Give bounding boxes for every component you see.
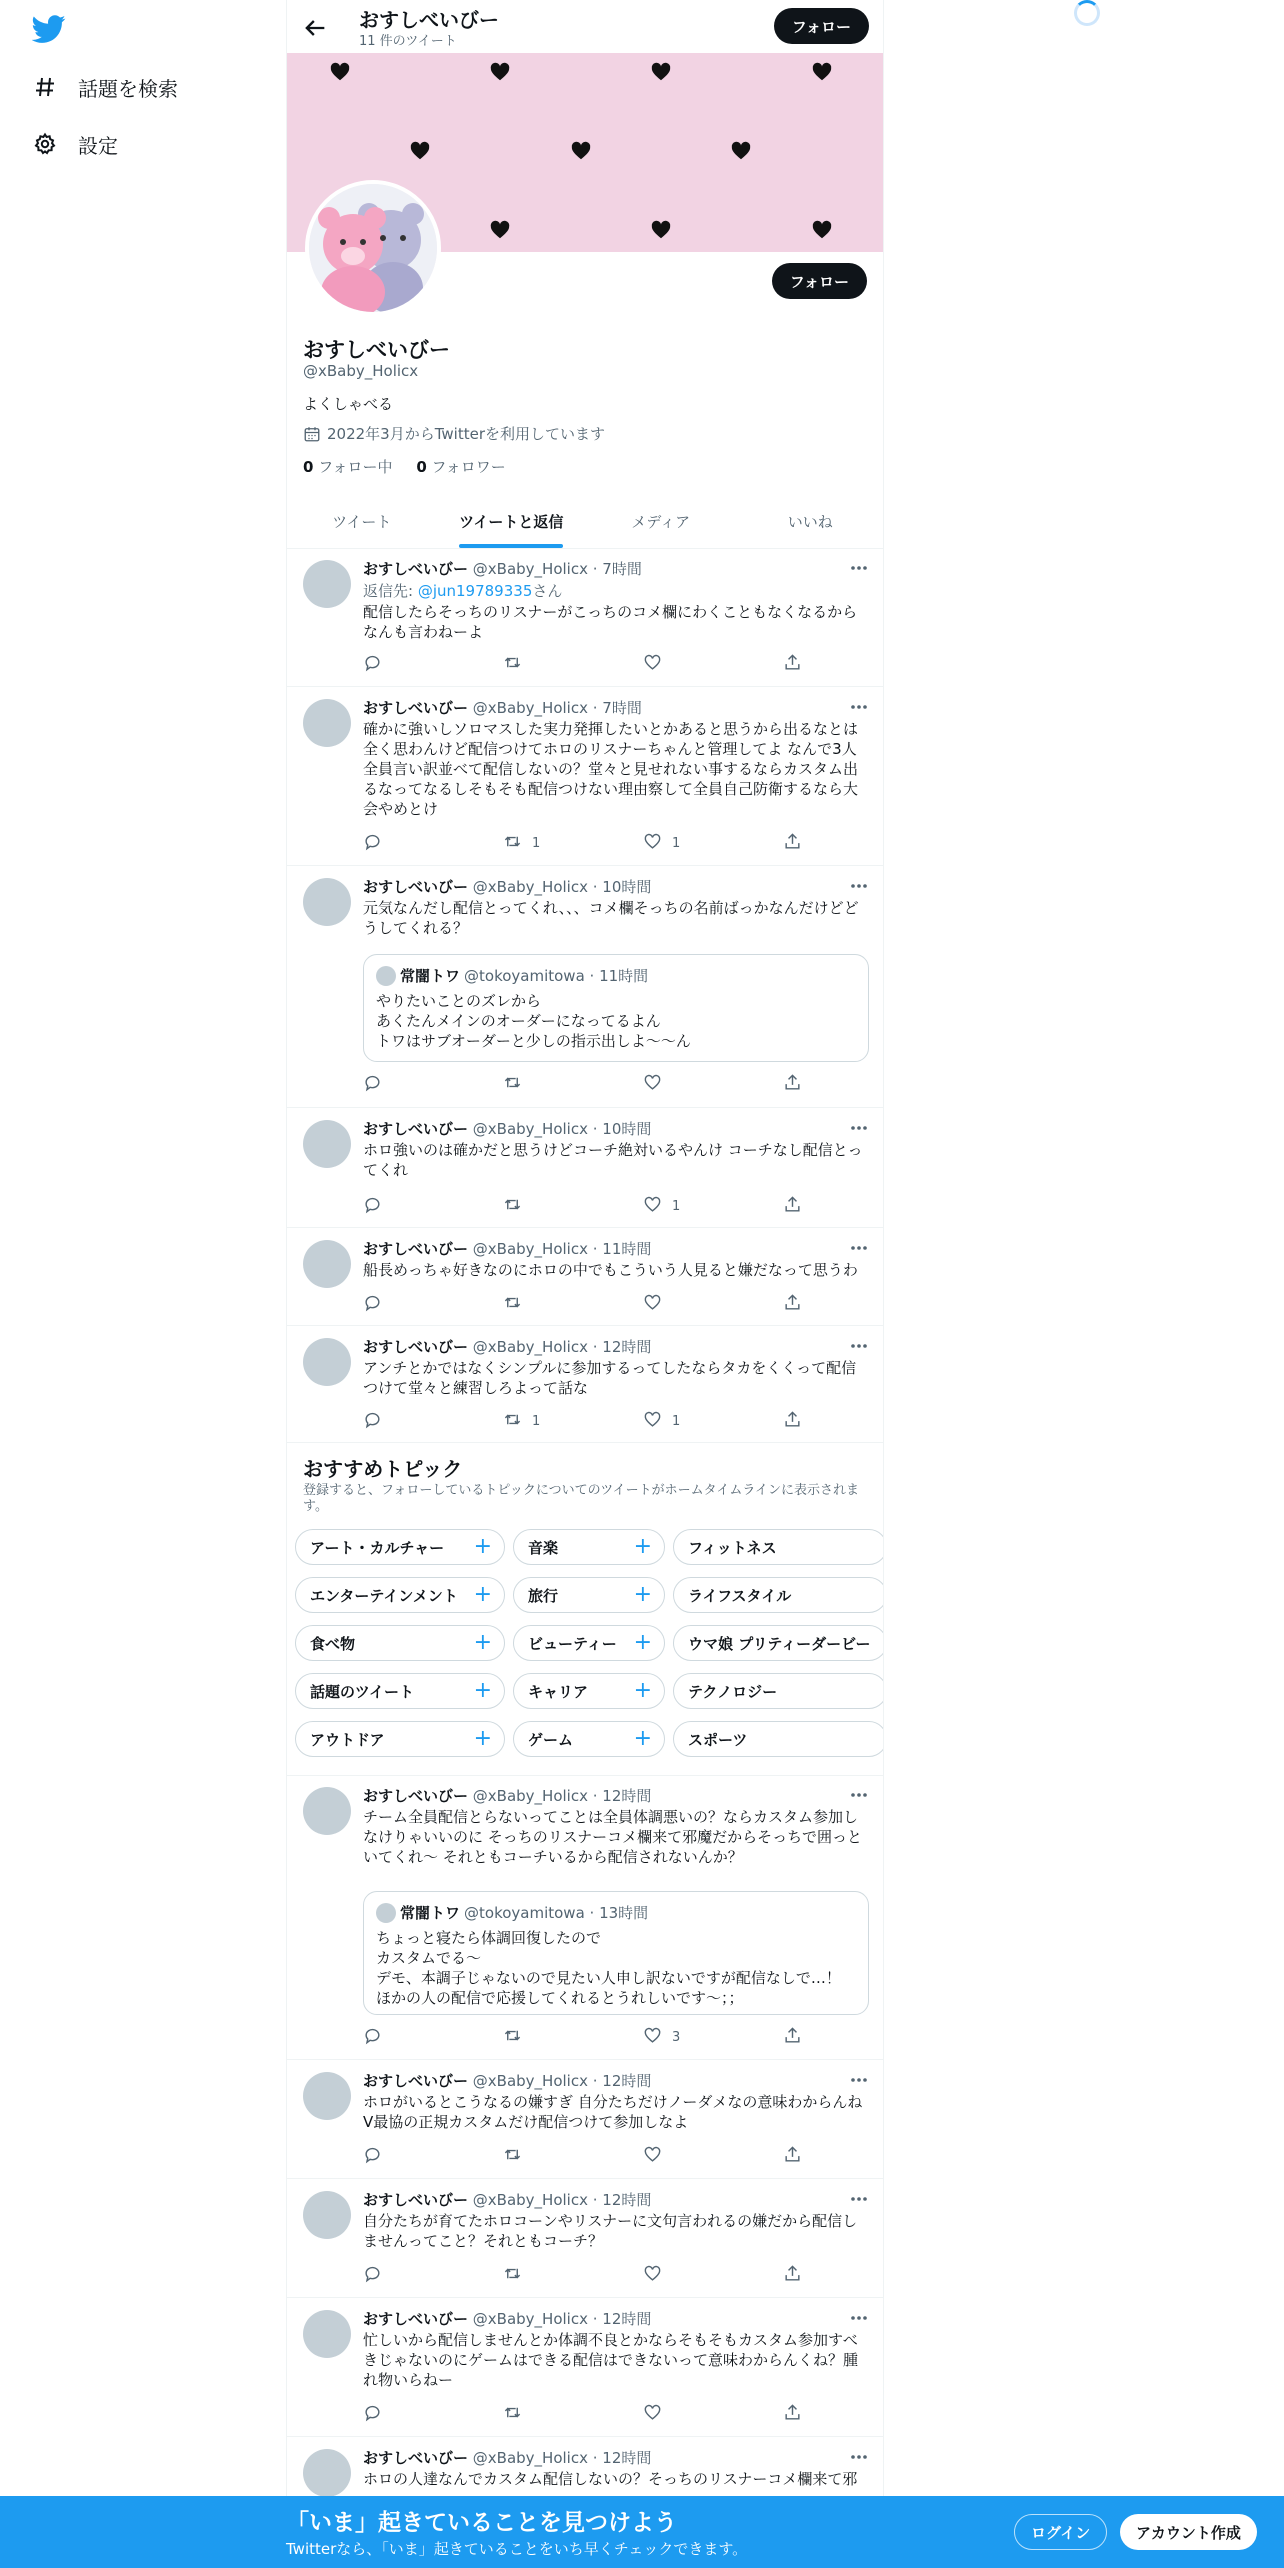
share-button[interactable]: [783, 2265, 803, 2285]
header-profile-name: おすしべいびー: [359, 8, 499, 32]
follow-button[interactable]: フォロー: [772, 263, 867, 299]
heart-icon: [489, 61, 511, 83]
calendar-icon: [303, 425, 321, 443]
tweet-actions: [363, 833, 803, 853]
topics-subtitle: 登録すると、フォローしているトピックについてのツイートがホームタイムラインに表示されます。: [303, 1483, 860, 1514]
tweet-meta: @xBaby_Holicx · 12時間: [472, 1338, 652, 1356]
plus-icon[interactable]: +: [473, 1534, 492, 1559]
tweet-author-name[interactable]: おすしべいびー: [363, 2310, 469, 2328]
gear-icon: [32, 131, 58, 157]
followers-count: 0: [416, 458, 427, 476]
avatar[interactable]: [303, 2449, 351, 2497]
avatar[interactable]: [303, 1120, 351, 1168]
like-button[interactable]: [643, 1294, 743, 1314]
topic-chip-label: ウマ娘 プリティーダービー: [688, 1634, 871, 1653]
topic-chip-label: スポーツ: [688, 1730, 748, 1749]
topic-chip-label: 音楽: [528, 1538, 559, 1557]
tweet[interactable]: [287, 687, 884, 866]
more-options-icon[interactable]: [849, 1240, 869, 1254]
tweet[interactable]: [287, 2060, 884, 2179]
tweet-meta: @xBaby_Holicx · 10時間: [472, 878, 652, 896]
share-icon: [783, 1410, 812, 1433]
tweet-text: アンチとかではなくシンプルに参加するってしたならタカをくくって配信つけて堂々と練習しろよって話な: [363, 1359, 857, 1397]
topic-chip-label: ゲーム: [528, 1730, 574, 1749]
share-icon: [783, 1293, 812, 1316]
hashtag-icon: [32, 74, 58, 100]
tweet-author-name[interactable]: おすしべいびー: [363, 1787, 469, 1805]
tweet-text: ホロがいるとこうなるの嫌すぎ 自分たちだけノーダメなの意味わからんねV最協の正規カスタムだけ配信つけて参加しなよ: [363, 2093, 863, 2131]
retweet-button[interactable]: [503, 2265, 603, 2285]
plus-icon[interactable]: +: [633, 1726, 652, 1751]
tweet[interactable]: [287, 2179, 884, 2298]
quoted-tweet-text: やりたいことのズレから あくたんメインのオーダーになってるよん トワはサブオーダーと少しの指示出しよ〜〜ん: [376, 992, 691, 1050]
quoted-tweet[interactable]: [363, 954, 869, 1062]
tweet-header: [363, 697, 642, 718]
reply-icon: [363, 2264, 392, 2287]
plus-icon[interactable]: +: [473, 1582, 492, 1607]
topic-chip[interactable]: [673, 1721, 884, 1757]
retweet-button[interactable]: [503, 1294, 603, 1314]
topic-chip[interactable]: [295, 1721, 505, 1757]
like-button[interactable]: [643, 1196, 743, 1216]
signup-banner-subtitle: Twitterなら、「いま」起きていることをいち早くチェックできます。: [286, 2540, 748, 2558]
reply-button[interactable]: [363, 1411, 463, 1431]
tweet-header: [363, 876, 651, 897]
like-count: 3: [672, 2029, 681, 2045]
loading-spinner-icon: [1074, 0, 1100, 26]
reply-button[interactable]: [363, 1196, 463, 1216]
retweet-icon: [503, 1293, 532, 1316]
share-icon: [783, 2403, 812, 2426]
plus-icon[interactable]: +: [473, 1630, 492, 1655]
topic-chip-label: テクノロジー: [688, 1682, 778, 1701]
reply-icon: [363, 2145, 392, 2168]
tweet-meta: @xBaby_Holicx · 12時間: [472, 2449, 652, 2467]
tweet[interactable]: [287, 1108, 884, 1228]
avatar[interactable]: [303, 1338, 351, 1386]
reply-icon: [363, 1073, 392, 1096]
quoted-tweet-meta: @tokoyamitowa · 13時間: [464, 1904, 649, 1922]
reply-icon: [363, 2403, 392, 2426]
tweet-author-name[interactable]: おすしべいびー: [363, 1338, 469, 1356]
avatar[interactable]: [303, 2191, 351, 2239]
reply-button[interactable]: [363, 654, 463, 674]
follow-button-header[interactable]: フォロー: [774, 8, 869, 44]
profile-joined-text: 2022年3月からTwitterを利用しています: [327, 425, 605, 443]
back-arrow-icon[interactable]: [301, 14, 329, 42]
heart-icon: [643, 2026, 672, 2049]
retweet-button[interactable]: [503, 2404, 603, 2424]
tweet-text: ホロの人達なんでカスタム配信しないの？そっちのリスナーコメ欄来て邪: [363, 2470, 858, 2488]
more-options-icon[interactable]: [849, 2310, 869, 2324]
tab-media[interactable]: メディア: [631, 513, 691, 531]
profile-name: おすしべいびー: [303, 338, 450, 362]
plus-icon[interactable]: +: [473, 1726, 492, 1751]
share-button[interactable]: [783, 1411, 803, 1431]
reply-mention-link[interactable]: @jun19789335: [417, 582, 533, 600]
retweet-button[interactable]: [503, 1196, 603, 1216]
topic-chip[interactable]: [295, 1673, 505, 1709]
tweet[interactable]: [287, 866, 884, 1108]
avatar[interactable]: [303, 699, 351, 747]
tweet-actions: [363, 2265, 803, 2285]
retweet-button[interactable]: [503, 2146, 603, 2166]
signup-button[interactable]: アカウント作成: [1120, 2514, 1257, 2550]
topic-chip[interactable]: [513, 1529, 665, 1565]
avatar: [376, 966, 396, 986]
more-options-icon[interactable]: [849, 560, 869, 574]
signup-banner: [0, 2496, 1284, 2568]
retweet-icon: [503, 2264, 532, 2287]
topic-chip[interactable]: [673, 1625, 884, 1661]
share-icon: [783, 832, 812, 855]
heart-icon: [329, 61, 351, 83]
like-button[interactable]: [643, 2404, 743, 2424]
profile-avatar[interactable]: [305, 180, 441, 316]
tweet-author-name[interactable]: おすしべいびー: [363, 699, 469, 717]
signup-banner-title: 「いま」起きていることを見つけよう: [286, 2510, 677, 2536]
retweet-count: 1: [532, 835, 541, 851]
profile-follow-counts: [303, 456, 506, 477]
avatar[interactable]: [303, 560, 351, 608]
login-button[interactable]: ログイン: [1014, 2514, 1107, 2550]
more-options-icon[interactable]: [849, 2191, 869, 2205]
tweet-author-name[interactable]: おすしべいびー: [363, 1240, 469, 1258]
reply-button[interactable]: [363, 2027, 463, 2047]
topic-chip-label: ライフスタイル: [688, 1586, 792, 1605]
retweet-icon: [503, 2026, 532, 2049]
like-count: 1: [672, 1413, 681, 1429]
heart-icon: [650, 61, 672, 83]
reply-prefix: 返信先:: [363, 582, 418, 600]
tweet-actions: [363, 2027, 803, 2047]
retweet-icon: [503, 1410, 532, 1433]
tweet-meta: @xBaby_Holicx · 11時間: [472, 1240, 652, 1258]
topic-chip[interactable]: [513, 1673, 665, 1709]
like-button[interactable]: [643, 2265, 743, 2285]
sidebar-item-label: 設定: [78, 133, 118, 158]
heart-icon: [811, 219, 833, 241]
avatar[interactable]: [303, 2310, 351, 2358]
more-options-icon[interactable]: [849, 878, 869, 892]
tweet-meta: @xBaby_Holicx · 12時間: [472, 1787, 652, 1805]
retweet-button[interactable]: [503, 2027, 603, 2047]
retweet-icon: [503, 2403, 532, 2426]
share-icon: [783, 653, 812, 676]
profile-joined: [303, 423, 605, 444]
reply-icon: [363, 1195, 392, 1218]
tweet-actions: [363, 2146, 803, 2166]
topic-chip[interactable]: [513, 1721, 665, 1757]
retweet-icon: [503, 2145, 532, 2168]
share-button[interactable]: [783, 1074, 803, 1094]
reply-button[interactable]: [363, 833, 463, 853]
plus-icon[interactable]: +: [633, 1678, 652, 1703]
tweet-author-name[interactable]: おすしべいびー: [363, 1120, 469, 1138]
topic-chip-label: 話題のツイート: [310, 1682, 414, 1701]
tweet-header: [363, 2308, 651, 2329]
heart-icon: [643, 832, 672, 855]
share-button[interactable]: [783, 2146, 803, 2166]
profile-header-bar: [287, 0, 884, 53]
more-options-icon[interactable]: [849, 2072, 869, 2086]
retweet-icon: [503, 1195, 532, 1218]
retweet-button[interactable]: [503, 1411, 603, 1431]
tweet-actions: [363, 2404, 803, 2424]
share-icon: [783, 1073, 812, 1096]
tweet-header: [363, 1238, 651, 1259]
tweet-header: [363, 1785, 651, 1806]
tweet-header: [363, 1336, 651, 1357]
topic-chip[interactable]: [673, 1529, 884, 1565]
tweet[interactable]: [287, 1228, 884, 1326]
quoted-tweet-text: ちょっと寝たら体調回復したので カスタムでる〜 デモ、本調子じゃないので見たい人申し訳ないですが配信なしで…！ ほかの人の配信で応援してくれるとうれしいです～；；: [376, 1929, 841, 2007]
profile-tabs: [287, 495, 884, 549]
share-button[interactable]: [783, 2404, 803, 2424]
topic-chip-label: フィットネス: [688, 1538, 777, 1557]
like-button[interactable]: [643, 1411, 743, 1431]
tweet-text: ホロ強いのは確かだと思うけどコーチ絶対いるやんけ コーチなし配信とってくれ: [363, 1141, 863, 1179]
quoted-author-name: 常闇トワ: [400, 967, 461, 985]
sidebar-item-label: 話題を検索: [78, 76, 178, 101]
reply-icon: [363, 1410, 392, 1433]
tweet-header: [363, 2070, 651, 2091]
topic-chip-label: エンターテインメント: [310, 1586, 458, 1605]
tweet-author-name[interactable]: おすしべいびー: [363, 2191, 469, 2209]
share-button[interactable]: [783, 654, 803, 674]
following-count: 0: [303, 458, 314, 476]
reply-button[interactable]: [363, 2265, 463, 2285]
avatar[interactable]: [303, 2072, 351, 2120]
heart-icon: [643, 1293, 672, 1316]
tweet-author-name[interactable]: おすしべいびー: [363, 560, 469, 578]
topic-chip[interactable]: [295, 1625, 505, 1661]
heart-icon: [643, 2145, 672, 2168]
tweet-text: 忙しいから配信しませんとか体調不良とかならそもそもカスタム参加すべきじゃないのにゲームはできる配信はできないって意味わからんくね？腫れ物いらねー: [363, 2331, 859, 2389]
quoted-tweet[interactable]: [363, 1891, 869, 2015]
plus-icon[interactable]: +: [473, 1678, 492, 1703]
more-options-icon[interactable]: [849, 699, 869, 713]
retweet-button[interactable]: [503, 833, 603, 853]
tweet-text: 確かに強いしソロマスした実力発揮したいとかあると思うから出るなとは全く思わんけど配信つけてホロのリスナーちゃんと管理してよ なんで3人全員言い訳並べて配信しないの？堂々と見せれない事するならカスタム出るなってなるしそもそも配信つけない理由察して全員自己防衛するなら大会やめとけ: [363, 720, 859, 818]
retweet-count: 1: [532, 1413, 541, 1429]
tweet[interactable]: [287, 1775, 884, 2060]
tweet[interactable]: [287, 1326, 884, 1443]
sidebar-item-explore[interactable]: [32, 65, 178, 109]
like-count: 1: [672, 835, 681, 851]
plus-icon[interactable]: +: [633, 1630, 652, 1655]
tweet-text: 配信したらそっちのリスナーがこっちのコメ欄にわくこともなくなるからなんも言わねーよ: [363, 603, 858, 641]
retweet-icon: [503, 832, 532, 855]
header-tweet-count: 11 件のツイート: [359, 34, 457, 49]
followers-link[interactable]: [416, 458, 505, 476]
reply-button[interactable]: [363, 2146, 463, 2166]
profile-handle: @xBaby_Holicx: [303, 362, 419, 380]
more-options-icon[interactable]: [849, 1120, 869, 1134]
tweet-meta: @xBaby_Holicx · 12時間: [472, 2072, 652, 2090]
more-options-icon[interactable]: [849, 1338, 869, 1352]
reply-button[interactable]: [363, 1294, 463, 1314]
reply-icon: [363, 653, 392, 676]
tweet-text: 自分たちが育てたホロコーンやリスナーに文句言われるの嫌だから配信しませんってこと？それともコーチ？: [363, 2212, 858, 2250]
like-button[interactable]: [643, 1074, 743, 1094]
avatar[interactable]: [303, 1240, 351, 1288]
tweet-meta: @xBaby_Holicx · 12時間: [472, 2191, 652, 2209]
tweet-author-name[interactable]: おすしべいびー: [363, 2072, 469, 2090]
profile-column: [286, 0, 884, 2568]
topic-chip-label: 旅行: [528, 1586, 559, 1605]
like-button[interactable]: [643, 654, 743, 674]
quoted-tweet-meta: @tokoyamitowa · 11時間: [464, 967, 649, 985]
like-button[interactable]: [643, 2027, 743, 2047]
reply-icon: [363, 832, 392, 855]
avatar[interactable]: [303, 878, 351, 926]
tweet-actions: [363, 1294, 803, 1314]
avatar: [376, 1903, 396, 1923]
share-button[interactable]: [783, 2027, 803, 2047]
like-count: 1: [672, 1198, 681, 1214]
heart-icon: [409, 140, 431, 162]
tweet[interactable]: [287, 2298, 884, 2437]
topic-chip-label: アウトドア: [310, 1730, 385, 1749]
tweet[interactable]: [287, 548, 884, 687]
share-icon: [783, 1195, 812, 1218]
reply-button[interactable]: [363, 1074, 463, 1094]
plus-icon[interactable]: +: [633, 1534, 652, 1559]
heart-icon: [643, 1073, 672, 1096]
retweet-icon: [503, 1073, 532, 1096]
tweet-actions: [363, 1411, 803, 1431]
tweet-actions: [363, 654, 803, 674]
tweet-text: 船長めっちゃ好きなのにホロの中でもこういう人見ると嫌だなって思うわ: [363, 1261, 858, 1279]
quoted-tweet-header: [376, 1902, 648, 1923]
heart-icon: [570, 140, 592, 162]
tab-tweets-and-replies[interactable]: ツイートと返信: [437, 495, 587, 548]
twitter-bird-icon[interactable]: [32, 12, 66, 46]
tab-likes[interactable]: いいね: [787, 513, 833, 531]
heart-icon: [643, 2264, 672, 2287]
tab-tweets[interactable]: ツイート: [332, 513, 392, 531]
tweet-header: [363, 2447, 651, 2468]
tweet-meta: @xBaby_Holicx · 12時間: [472, 2310, 652, 2328]
retweet-button[interactable]: [503, 654, 603, 674]
heart-icon: [730, 140, 752, 162]
sidebar: [0, 0, 286, 2568]
heart-icon: [643, 653, 672, 676]
tweet-text: チーム全員配信とらないってことは全員体調悪いの？ならカスタム参加しなけりゃいいのに そっちのリスナーコメ欄来て邪魔だからそっちで囲っといてくれ〜 それともコーチいるから配信されないんか？: [363, 1808, 863, 1866]
tweet-header: [363, 1118, 651, 1139]
heart-icon: [643, 2403, 672, 2426]
share-icon: [783, 2145, 812, 2168]
heart-icon: [643, 1410, 672, 1433]
following-label: フォロー中: [318, 458, 393, 476]
tweet-header: [363, 2189, 651, 2210]
topic-chip[interactable]: [673, 1673, 884, 1709]
quoted-tweet-header: [376, 965, 648, 986]
topic-chip[interactable]: [513, 1625, 665, 1661]
reply-suffix: さん: [532, 582, 563, 600]
tweet-header: [363, 558, 642, 579]
avatar[interactable]: [303, 1787, 351, 1835]
tweet-author-name[interactable]: おすしべいびー: [363, 878, 469, 896]
retweet-icon: [503, 653, 532, 676]
tweet-text: 元気なんだし配信とってくれ、、、コメ欄そっちの名前ばっかなんだけどどうしてくれる？: [363, 899, 859, 937]
recommended-topics: [287, 1443, 884, 1776]
topic-chip-label: 食べ物: [310, 1634, 356, 1653]
plus-icon[interactable]: +: [633, 1582, 652, 1607]
quoted-author-name: 常闇トワ: [400, 1904, 461, 1922]
tweet-meta: @xBaby_Holicx · 10時間: [472, 1120, 652, 1138]
heart-icon: [489, 219, 511, 241]
share-button[interactable]: [783, 1294, 803, 1314]
tweet-actions: [363, 1196, 803, 1216]
share-icon: [783, 2264, 812, 2287]
profile-bio: よくしゃべる: [303, 395, 394, 413]
more-options-icon[interactable]: [849, 2449, 869, 2463]
reply-icon: [363, 2026, 392, 2049]
more-options-icon[interactable]: [849, 1787, 869, 1801]
reply-button[interactable]: [363, 2404, 463, 2424]
heart-icon: [811, 61, 833, 83]
following-link[interactable]: [303, 458, 392, 476]
like-button[interactable]: [643, 833, 743, 853]
topic-chip[interactable]: [513, 1577, 665, 1613]
topic-chip[interactable]: [295, 1529, 505, 1565]
topic-chip-label: アート・カルチャー: [310, 1538, 445, 1557]
heart-icon: [643, 1195, 672, 1218]
sidebar-item-settings[interactable]: [32, 122, 118, 166]
topic-chip[interactable]: [295, 1577, 505, 1613]
topic-chip-label: キャリア: [528, 1682, 589, 1701]
share-button[interactable]: [783, 1196, 803, 1216]
share-icon: [783, 2026, 812, 2049]
tweet-actions: [363, 1074, 803, 1094]
heart-icon: [650, 219, 672, 241]
retweet-button[interactable]: [503, 1074, 603, 1094]
topics-title: おすすめトピック: [303, 1457, 463, 1481]
topic-chip[interactable]: [673, 1577, 884, 1613]
share-button[interactable]: [783, 833, 803, 853]
like-button[interactable]: [643, 2146, 743, 2166]
tweet-author-name[interactable]: おすしべいびー: [363, 2449, 469, 2467]
tweet-meta: @xBaby_Holicx · 7時間: [472, 699, 642, 717]
tweet-meta: @xBaby_Holicx · 7時間: [472, 560, 642, 578]
topic-chip-label: ビューティー: [528, 1634, 617, 1653]
reply-to: [363, 580, 562, 601]
reply-icon: [363, 1293, 392, 1316]
followers-label: フォロワー: [431, 458, 506, 476]
